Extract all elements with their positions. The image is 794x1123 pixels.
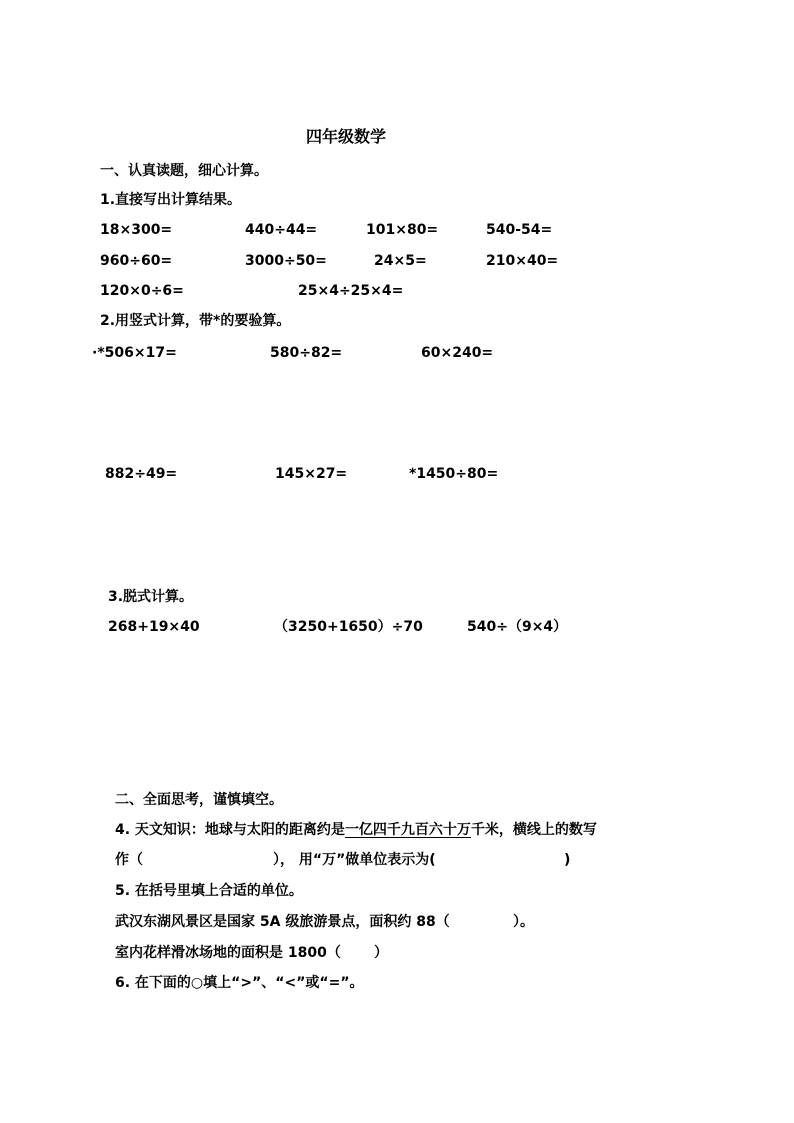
q5-line1b: ）。 [513, 914, 534, 930]
q2-item: 882÷49= [105, 466, 178, 482]
q1-item: 960÷60= [100, 253, 173, 269]
q2-item: 145×27= [275, 466, 348, 482]
q1-item: 120×0÷6= [100, 283, 184, 299]
q4-prefix: 4. 天文知识：地球与太阳的距离约是 [115, 822, 345, 838]
section1-heading: 一、认真读题，细心计算。 [100, 163, 268, 179]
q1-item: 210×40= [486, 253, 559, 269]
q1-item: 18×300= [100, 222, 173, 238]
q4-line2a: 作（ [115, 852, 143, 868]
q5-line2a: 室内花样滑冰场地的面积是 1800（ [115, 945, 341, 961]
q2-item: 60×240= [421, 345, 494, 361]
q6-label: 6. 在下面的○填上“>”、“<”或“=”。 [115, 975, 364, 991]
q4-line2c: ) [564, 852, 571, 868]
q4-line1 [115, 821, 597, 839]
q1-item: 3000÷50= [245, 253, 327, 269]
q3-item: 540÷（9×4） [467, 619, 568, 635]
q3-item: 268+19×40 [108, 619, 200, 635]
q5-line1a: 武汉东湖风景区是国家 5A 级旅游景点，面积约 88（ [115, 914, 450, 930]
q2-label: 2.用竖式计算，带*的要验算。 [100, 313, 291, 329]
q2-item: ·*506×17= [92, 345, 177, 361]
q3-item: （3250+1650）÷70 [274, 619, 423, 635]
q5-line2b: ） [374, 945, 388, 961]
q4-line2b: ）， 用“万”做单位表示为( [273, 852, 436, 868]
q1-item: 440÷44= [245, 222, 318, 238]
q1-item: 24×5= [374, 253, 427, 269]
q5-label: 5. 在括号里填上合适的单位。 [115, 883, 303, 899]
q1-item: 101×80= [366, 222, 439, 238]
q2-item: *1450÷80= [409, 466, 499, 482]
q1-item: 540-54= [486, 222, 553, 238]
q3-label: 3.脱式计算。 [108, 589, 194, 605]
page-title: 四年级数学 [306, 127, 387, 146]
q1-label: 1.直接写出计算结果。 [100, 192, 242, 208]
q1-item: 25×4÷25×4= [298, 283, 404, 299]
q2-item: 580÷82= [270, 345, 343, 361]
section2-heading: 二、全面思考，谨慎填空。 [115, 792, 283, 808]
q4-suffix: 千米，横线上的数写 [470, 822, 597, 838]
q4-underlined-number: 一亿四千九百六十万 [344, 822, 471, 838]
